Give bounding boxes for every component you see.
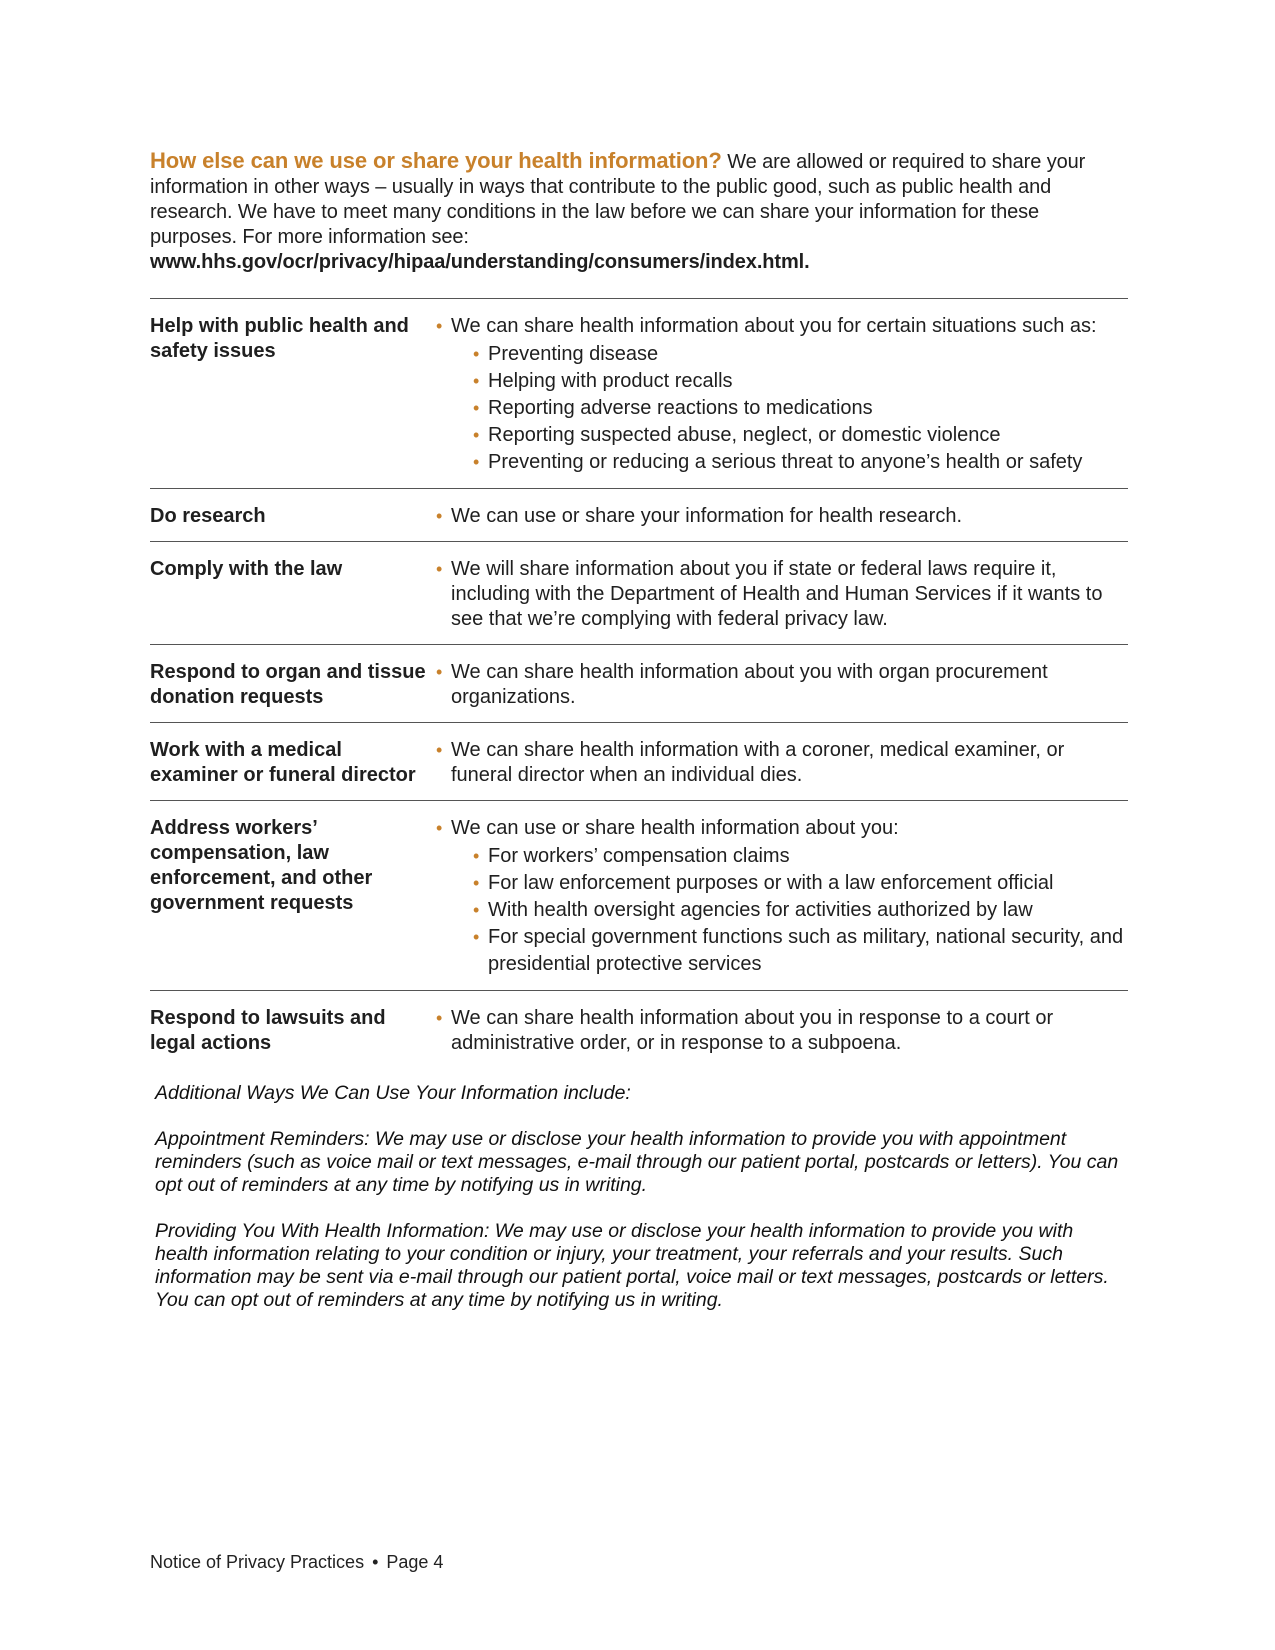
- sub-list-item-text: Preventing disease: [488, 343, 659, 365]
- bullet-icon: •: [436, 740, 443, 760]
- document-page: [150, 148, 1128, 1335]
- list-item-text: We can share health information about you in response to a court or administrative order, or in response to a subpoena.: [451, 1007, 1054, 1054]
- list-item: [436, 738, 1128, 788]
- appointment-reminders-paragraph: Appointment Reminders: We may use or disclose your health information to provide you with appointment reminders (such as voice mail or text messages, e-mail through our patient portal, postcards or letters). You can opt out of reminders at any time by notifying us in writing.: [155, 1128, 1119, 1196]
- bullet-icon: •: [473, 846, 480, 866]
- sub-list: [436, 341, 1128, 476]
- uses-table: [150, 298, 1128, 1068]
- sub-list-item-text: Reporting suspected abuse, neglect, or domestic violence: [488, 424, 1001, 446]
- sub-list: [436, 843, 1128, 978]
- row-body: [436, 816, 1128, 978]
- table-row: [150, 723, 1128, 801]
- intro-paragraph: [150, 148, 1128, 275]
- bullet-icon: •: [473, 398, 480, 418]
- bullet-icon: •: [473, 452, 480, 472]
- bullet-icon: •: [436, 506, 443, 526]
- list-item-text: We can share health information about you with organ procurement organizations.: [451, 661, 1048, 708]
- row-label: Respond to lawsuits and legal actions: [150, 1007, 386, 1054]
- bullet-icon: •: [473, 371, 480, 391]
- bullet-icon: •: [436, 662, 443, 682]
- bullet-icon: •: [436, 818, 443, 838]
- list-item-text: We can use or share health information about you:: [451, 817, 899, 839]
- sub-list-item: [436, 843, 1128, 870]
- row-body: [436, 1006, 1128, 1056]
- list-item-text: We will share information about you if state or federal laws require it, including with the Department of Health and Human Services if it wants to see that we’re complying with federal privacy law.: [451, 558, 1103, 630]
- additional-ways-section: [155, 1082, 1128, 1312]
- health-information-paragraph: Providing You With Health Information: We may use or disclose your health information to provide you with health information relating to your condition or injury, your treatment, your referrals and your results. Such information may be sent via e-mail through our patient portal, voice mail or text messages, postcards or letters. You can opt out of reminders at any time by notifying us in writing.: [155, 1220, 1109, 1311]
- footer-separator: •: [372, 1552, 379, 1572]
- sub-list-item: [436, 422, 1128, 449]
- bullet-icon: •: [473, 927, 480, 947]
- sub-list-item-text: Reporting adverse reactions to medications: [488, 397, 873, 419]
- list-item: [436, 314, 1128, 339]
- row-body: [436, 314, 1128, 476]
- intro-heading: How else can we use or share your health information?: [150, 148, 722, 173]
- bullet-icon: •: [436, 559, 443, 579]
- row-label: Comply with the law: [150, 558, 343, 580]
- sub-list-item-text: With health oversight agencies for activities authorized by law: [488, 899, 1033, 921]
- additional-heading: Additional Ways We Can Use Your Information include:: [155, 1082, 631, 1104]
- list-item: [436, 1006, 1128, 1056]
- list-item-text: We can use or share your information for health research.: [451, 505, 962, 527]
- bullet-icon: •: [473, 873, 480, 893]
- row-label: Address workers’ compensation, law enforcement, and other government requests: [150, 817, 373, 914]
- sub-list-item-text: Preventing or reducing a serious threat to anyone’s health or safety: [488, 451, 1083, 473]
- list-item: [436, 660, 1128, 710]
- row-label: Do research: [150, 505, 266, 527]
- sub-list-item-text: Helping with product recalls: [488, 370, 733, 392]
- sub-list-item: [436, 449, 1128, 476]
- sub-list-item: [436, 368, 1128, 395]
- sub-list-item: [436, 897, 1128, 924]
- row-body: [436, 557, 1128, 632]
- sub-list-item: [436, 341, 1128, 368]
- row-label: Work with a medical examiner or funeral director: [150, 739, 416, 786]
- row-body: [436, 660, 1128, 710]
- list-item: [436, 504, 1128, 529]
- bullet-icon: •: [436, 1008, 443, 1028]
- table-row: [150, 801, 1128, 991]
- table-row: [150, 299, 1128, 489]
- hhs-url: www.hhs.gov/ocr/privacy/hipaa/understanding/consumers/index.html.: [150, 251, 810, 273]
- footer-page-number: Page 4: [386, 1552, 444, 1572]
- row-label: Help with public health and safety issues: [150, 315, 409, 362]
- sub-list-item-text: For law enforcement purposes or with a law enforcement official: [488, 872, 1054, 894]
- sub-list-item-text: For workers’ compensation claims: [488, 845, 790, 867]
- table-row: [150, 991, 1128, 1068]
- list-item: [436, 816, 1128, 841]
- row-body: [436, 738, 1128, 788]
- bullet-icon: •: [473, 344, 480, 364]
- bullet-icon: •: [473, 900, 480, 920]
- table-row: [150, 645, 1128, 723]
- bullet-icon: •: [473, 425, 480, 445]
- sub-list-item: [436, 924, 1128, 978]
- list-item-text: We can share health information with a coroner, medical examiner, or funeral director when an individual dies.: [451, 739, 1065, 786]
- row-body: [436, 504, 1128, 529]
- table-row: [150, 542, 1128, 645]
- sub-list-item: [436, 870, 1128, 897]
- row-label: Respond to organ and tissue donation requests: [150, 661, 426, 708]
- list-item-text: We can share health information about you for certain situations such as:: [451, 315, 1097, 337]
- intro-body: We are allowed or required to share your information in other ways – usually in ways that contribute to the public good, such as public health and research. We have to meet many conditions in the law before we can share your information for these purposes. For more information see:: [150, 151, 1086, 248]
- footer-title: Notice of Privacy Practices: [150, 1552, 365, 1572]
- bullet-icon: •: [436, 316, 443, 336]
- page-footer: [150, 1552, 443, 1573]
- sub-list-item-text: For special government functions such as military, national security, and presidential protective services: [488, 926, 1124, 975]
- list-item: [436, 557, 1128, 632]
- sub-list-item: [436, 395, 1128, 422]
- table-row: [150, 489, 1128, 542]
